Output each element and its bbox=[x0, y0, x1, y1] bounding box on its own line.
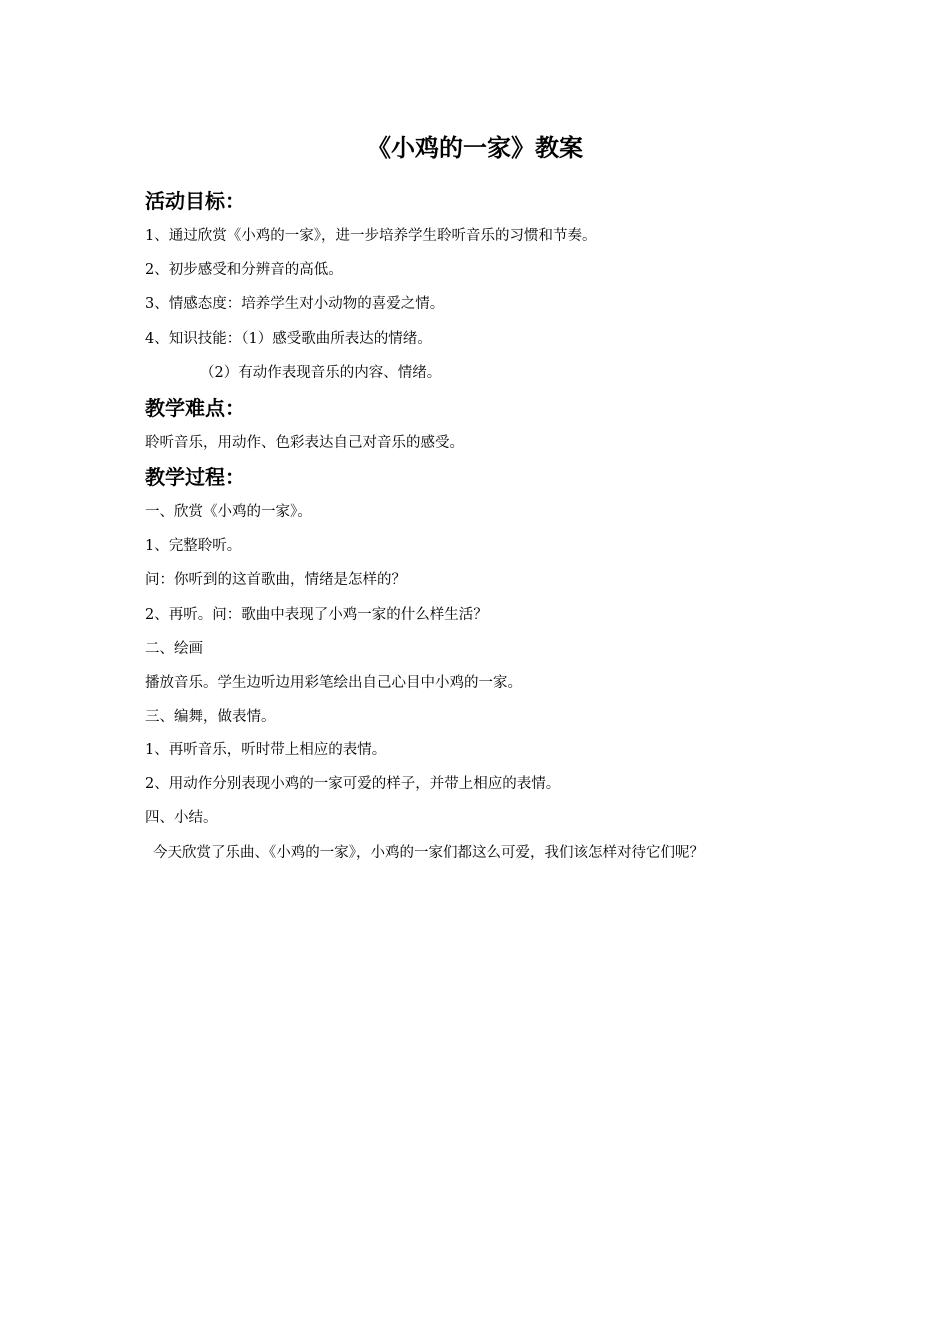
process-item-8: 1、再听音乐，听时带上相应的表情。 bbox=[145, 742, 387, 758]
process-item-11: 今天欣赏了乐曲、《小鸡的一家》，小鸡的一家们都这么可爱，我们该怎样对待它们呢？ bbox=[153, 845, 704, 861]
process-item-3: 问：你听到的这首歌曲，情绪是怎样的？ bbox=[145, 572, 406, 588]
process-item-7: 三、编舞，做表情。 bbox=[145, 709, 276, 725]
process-item-2: 1、完整聆听。 bbox=[145, 538, 242, 554]
objective-item-4: 4、知识技能：（1）感受歌曲所表达的情绪。 bbox=[145, 331, 432, 347]
process-item-9: 2、用动作分别表现小鸡的一家可爱的样子，并带上相应的表情。 bbox=[145, 776, 561, 792]
objective-item-3: 3、情感态度：培养学生对小动物的喜爱之情。 bbox=[145, 296, 445, 312]
process-item-4: 2、再听。问：歌曲中表现了小鸡一家的什么样生活？ bbox=[145, 607, 488, 623]
difficulty-heading: 教学难点： bbox=[145, 396, 245, 420]
process-item-1: 一、欣赏《小鸡的一家》。 bbox=[145, 504, 312, 520]
process-heading: 教学过程： bbox=[145, 465, 245, 489]
objective-item-2: 2、初步感受和分辨音的高低。 bbox=[145, 262, 343, 278]
process-item-10: 四、小结。 bbox=[145, 810, 218, 826]
objective-item-1: 1、通过欣赏《小鸡的一家》，进一步培养学生聆听音乐的习惯和节奏。 bbox=[145, 228, 597, 244]
process-item-5: 二、绘画 bbox=[145, 641, 203, 657]
document-title: 《小鸡的一家》教案 bbox=[367, 134, 583, 162]
process-item-6: 播放音乐。学生边听边用彩笔绘出自己心目中小鸡的一家。 bbox=[145, 675, 522, 691]
objective-item-4-sub: （2）有动作表现音乐的内容、情绪。 bbox=[200, 365, 442, 381]
objectives-heading: 活动目标： bbox=[145, 189, 245, 213]
difficulty-item-1: 聆听音乐，用动作、色彩表达自己对音乐的感受。 bbox=[145, 435, 464, 451]
